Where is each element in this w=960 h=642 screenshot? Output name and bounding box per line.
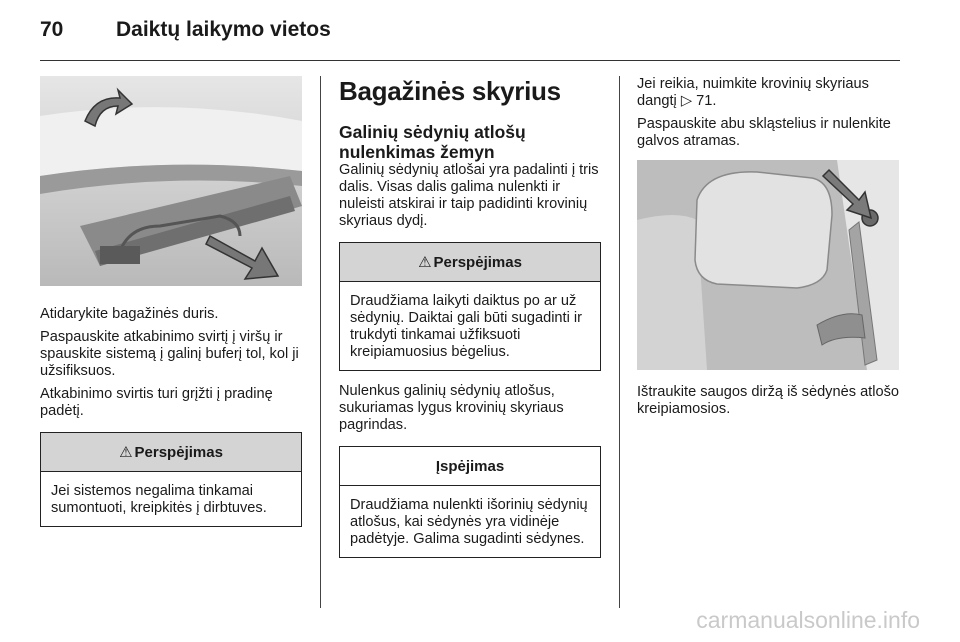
column-3 — [637, 76, 899, 424]
paragraph: Galinių sėdynių atlošai yra padalinti į tris dalis. Visas dalis galima nulenkti ir nuleisti atskirai ir taip padidinti krovinių skyriaus dydį. — [339, 162, 599, 229]
paragraph: Paspauskite abu skląstelius ir nulenkite galvos atramas. — [637, 116, 891, 149]
section-heading: Bagažinės skyrius — [339, 76, 561, 106]
column-1 — [40, 76, 302, 527]
caution-box-header — [340, 447, 600, 486]
page-header — [40, 18, 900, 48]
warning-triangle-icon: ⚠ — [119, 443, 133, 461]
caution-box — [339, 446, 601, 558]
paragraph — [637, 76, 899, 110]
page-reference[interactable]: 71. — [696, 93, 717, 109]
column-divider — [320, 76, 321, 608]
seat-headrest-illustration — [637, 160, 899, 370]
page-reference-arrow-icon: ▷ — [680, 93, 693, 109]
column-divider — [619, 76, 620, 608]
paragraph: Ištraukite saugos diržą iš sėdynės atlošo kreipiamosios. — [637, 384, 900, 417]
warning-box-text: Jei sistemos negalima tinkamai sumontuoti, kreipkitės į dirbtuves. — [51, 483, 267, 516]
warning-box-text: Draudžiama laikyti daiktus po ar už sėdynių. Daiktai gali būti sugadinti ir trukdyti tinkamai užfiksuoti kreipiamuosius bėgelius. — [350, 293, 583, 360]
paragraph-text: Jei reikia, nuimkite krovinių skyriaus dangtį — [637, 76, 869, 109]
warning-box-title: Perspėjimas — [134, 443, 223, 461]
paragraph: Atkabinimo svirtis turi grįžti į pradinę padėtį. — [40, 386, 273, 419]
page-title: Daiktų laikymo vietos — [116, 18, 331, 41]
warning-box-header — [340, 243, 600, 282]
page-number: 70 — [40, 18, 64, 41]
watermark: carmanualsonline.info — [696, 607, 920, 633]
warning-box-header — [41, 433, 301, 472]
caution-box-text: Draudžiama nulenkti išorinių sėdynių atlošus, kai sėdynės yra vidinėje padėtyje. Galima sugadinti sėdynes. — [350, 497, 588, 547]
trunk-release-illustration — [40, 76, 302, 286]
subsection-heading: Galinių sėdynių atlošų nulenkimas žemyn — [339, 122, 526, 162]
warning-triangle-icon: ⚠ — [418, 253, 432, 271]
paragraph: Paspauskite atkabinimo svirtį į viršų ir spauskite sistemą į galinį buferį tol, kol ji užsifiksuos. — [40, 329, 299, 379]
warning-box-title: Perspėjimas — [433, 253, 522, 271]
warning-box — [40, 432, 302, 527]
header-divider — [40, 60, 900, 61]
paragraph: Nulenkus galinių sėdynių atlošus, sukuriamas lygus krovinių skyriaus pagrindas. — [339, 383, 564, 433]
caution-box-title: Įspėjimas — [435, 457, 505, 475]
paragraph: Atidarykite bagažinės duris. — [40, 306, 219, 322]
warning-box — [339, 242, 601, 371]
column-2 — [339, 76, 601, 558]
